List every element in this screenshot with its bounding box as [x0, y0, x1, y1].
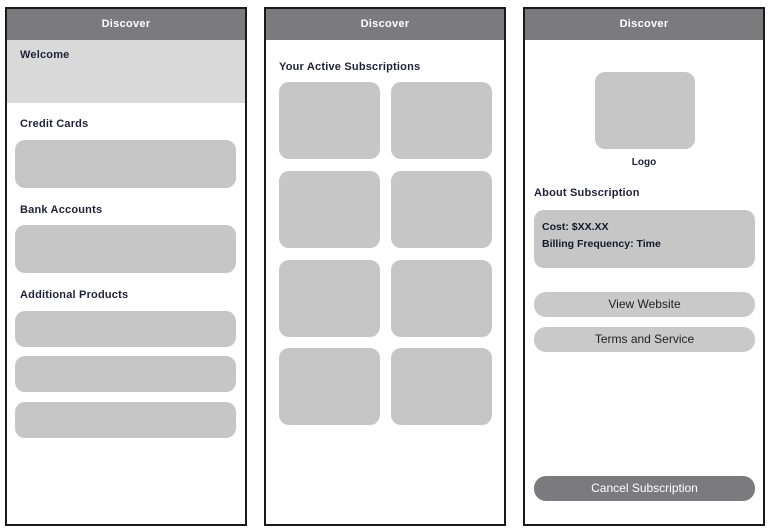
credit-card-placeholder[interactable] [15, 140, 236, 188]
app-bar-title: Discover [525, 9, 763, 40]
subscription-tile-1[interactable] [279, 82, 380, 159]
subscription-tile-5[interactable] [279, 260, 380, 337]
subscription-tile-6[interactable] [391, 260, 492, 337]
credit-cards-heading: Credit Cards [20, 118, 89, 130]
about-subscription-heading: About Subscription [534, 187, 640, 199]
view-website-button[interactable]: View Website [534, 292, 755, 317]
subscription-tile-8[interactable] [391, 348, 492, 425]
logo-label: Logo [631, 157, 657, 168]
active-subscriptions-heading: Your Active Subscriptions [279, 61, 421, 73]
additional-product-item-3[interactable] [15, 402, 236, 438]
cost-text: Cost: $XX.XX [542, 221, 609, 233]
subscription-tile-7[interactable] [279, 348, 380, 425]
additional-products-heading: Additional Products [20, 289, 129, 301]
billing-frequency-text: Billing Frequency: Time [542, 238, 661, 250]
app-bar-title: Discover [266, 9, 504, 40]
bank-accounts-heading: Bank Accounts [20, 204, 103, 216]
additional-product-item-2[interactable] [15, 356, 236, 392]
discover-home-screen [5, 7, 247, 526]
active-subscriptions-screen [264, 7, 506, 526]
app-bar-title: Discover [7, 9, 245, 40]
subscription-tile-4[interactable] [391, 171, 492, 248]
additional-product-item-1[interactable] [15, 311, 236, 347]
subscription-tile-2[interactable] [391, 82, 492, 159]
subscription-logo-image [595, 72, 695, 149]
subscription-info-card [534, 210, 755, 268]
subscription-tile-3[interactable] [279, 171, 380, 248]
welcome-banner[interactable] [7, 40, 245, 103]
bank-account-placeholder[interactable] [15, 225, 236, 273]
subscription-detail-screen [523, 7, 765, 526]
welcome-heading: Welcome [20, 49, 70, 61]
terms-and-service-button[interactable]: Terms and Service [534, 327, 755, 352]
cancel-subscription-button[interactable]: Cancel Subscription [534, 476, 755, 501]
